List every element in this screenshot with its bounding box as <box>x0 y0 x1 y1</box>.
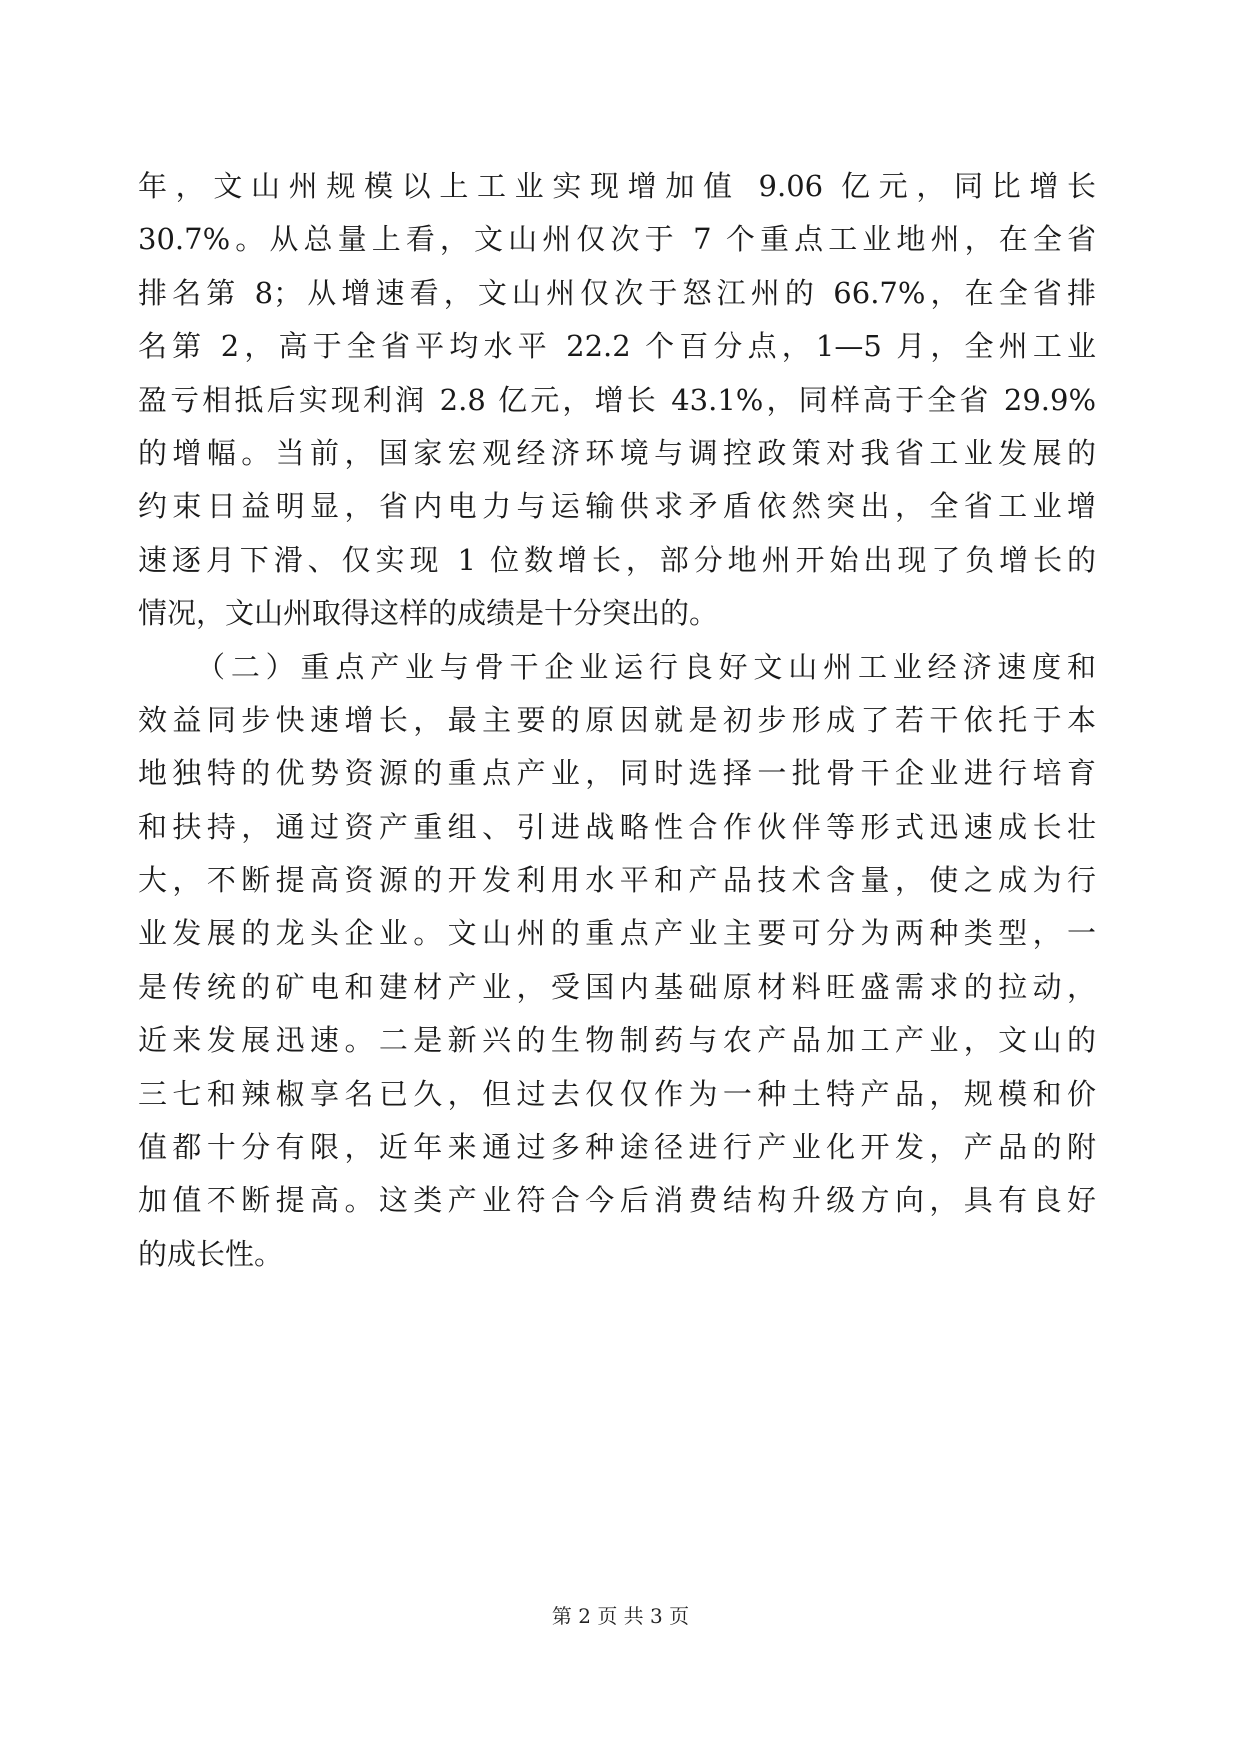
text-line: 的增幅。当前，国家宏观经济环境与调控政策对我省工业发展的 <box>138 435 1096 470</box>
section-heading-line: （二）重点产业与骨干企业运行良好文山州工业经济速度和 <box>196 649 1096 684</box>
text-line: 大，不断提高资源的开发利用水平和产品技术含量，使之成为行 <box>138 863 1096 898</box>
text-line: 值都十分有限，近年来通过多种途径进行产业化开发，产品的附 <box>138 1130 1096 1165</box>
text-line: 是传统的矿电和建材产业，受国内基础原材料旺盛需求的拉动， <box>138 969 1096 1004</box>
text-line: 约束日益明显，省内电力与运输供求矛盾依然突出，全省工业增 <box>138 489 1096 524</box>
page-footer: 第 2 页 共 3 页 <box>551 1604 690 1628</box>
text-line: 地独特的优势资源的重点产业，同时选择一批骨干企业进行培育 <box>138 756 1096 791</box>
text-line: 的成长性。 <box>138 1236 284 1271</box>
text-line: 年，文山州规模以上工业实现增加值 9.06 亿元，同比增长 <box>138 169 1096 203</box>
text-line: 三七和辣椒享名已久，但过去仅仅作为一种土特产品，规模和价 <box>138 1076 1096 1111</box>
text-line: 速逐月下滑、仅实现 1 位数增长，部分地州开始出现了负增长的 <box>138 542 1096 577</box>
text-line: 业发展的龙头企业。文山州的重点产业主要可分为两种类型，一 <box>138 916 1096 951</box>
text-line: 排名第 8；从增速看，文山州仅次于怒江州的 66.7%，在全省排 <box>138 275 1096 310</box>
text-line: 30.7%。从总量上看，文山州仅次于 7 个重点工业地州，在全省 <box>138 222 1096 257</box>
body-text <box>138 160 1096 1281</box>
text-line: 效益同步快速增长，最主要的原因就是初步形成了若干依托于本 <box>138 702 1096 737</box>
text-line: 名第 2，高于全省平均水平 22.2 个百分点，1—5 月，全州工业 <box>138 329 1096 364</box>
text-line: 和扶持，通过资产重组、引进战略性合作伙伴等形式迅速成长壮 <box>138 809 1096 844</box>
text-line: 近来发展迅速。二是新兴的生物制药与农产品加工产业，文山的 <box>138 1023 1096 1058</box>
text-line: 情况，文山州取得这样的成绩是十分突出的。 <box>138 596 719 631</box>
text-line: 加值不断提高。这类产业符合今后消费结构升级方向，具有良好 <box>138 1183 1096 1218</box>
text-line: 盈亏相抵后实现利润 2.8 亿元，增长 43.1%，同样高于全省 29.9% <box>138 382 1096 417</box>
